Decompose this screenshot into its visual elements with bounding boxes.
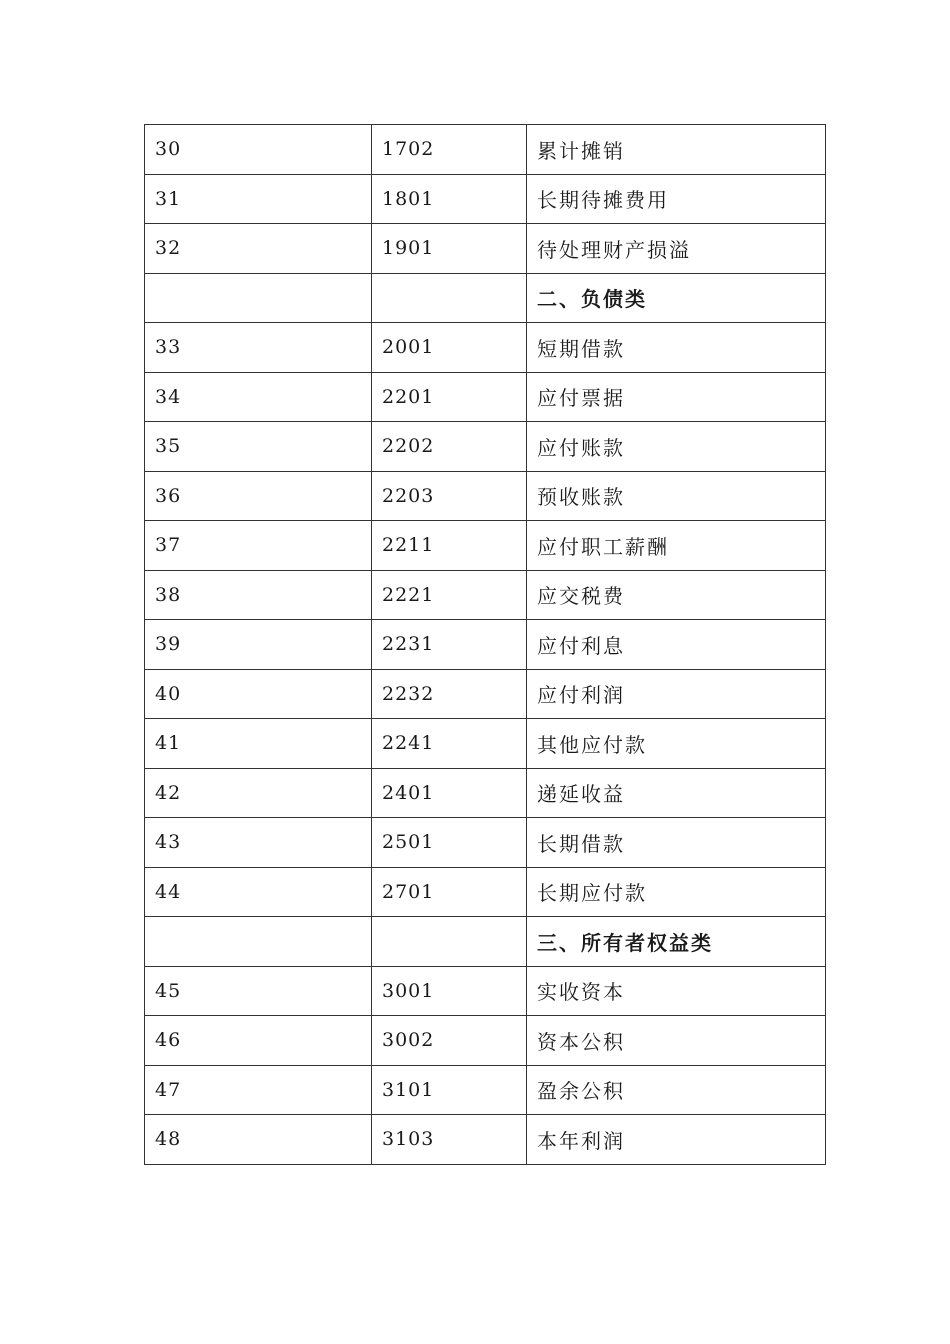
account-code-cell xyxy=(372,917,527,967)
account-code-cell: 3101 xyxy=(372,1065,527,1115)
sequence-number-cell: 47 xyxy=(145,1065,372,1115)
section-title-cell: 三、所有者权益类 xyxy=(527,917,826,967)
accounts-table xyxy=(144,124,826,1165)
account-name-cell: 应交税费 xyxy=(527,570,826,620)
table-row xyxy=(145,224,826,274)
account-name-cell: 盈余公积 xyxy=(527,1065,826,1115)
section-header-row xyxy=(145,917,826,967)
sequence-number-cell: 37 xyxy=(145,521,372,571)
table-row xyxy=(145,174,826,224)
account-code-cell: 2241 xyxy=(372,719,527,769)
account-code-cell: 2221 xyxy=(372,570,527,620)
sequence-number-cell: 31 xyxy=(145,174,372,224)
account-name-cell: 本年利润 xyxy=(527,1115,826,1165)
accounts-table-body xyxy=(145,125,826,1165)
account-name-cell: 应付票据 xyxy=(527,372,826,422)
section-title-cell: 二、负债类 xyxy=(527,273,826,323)
sequence-number-cell: 35 xyxy=(145,422,372,472)
sequence-number-cell: 46 xyxy=(145,1016,372,1066)
table-row xyxy=(145,768,826,818)
account-name-cell: 资本公积 xyxy=(527,1016,826,1066)
table-row xyxy=(145,125,826,175)
account-name-cell: 递延收益 xyxy=(527,768,826,818)
account-name-cell: 长期应付款 xyxy=(527,867,826,917)
sequence-number-cell: 33 xyxy=(145,323,372,373)
table-row xyxy=(145,818,826,868)
table-row xyxy=(145,570,826,620)
account-name-cell: 长期借款 xyxy=(527,818,826,868)
account-code-cell: 2001 xyxy=(372,323,527,373)
account-code-cell xyxy=(372,273,527,323)
table-row xyxy=(145,323,826,373)
table-row xyxy=(145,966,826,1016)
account-code-cell: 3103 xyxy=(372,1115,527,1165)
section-header-row xyxy=(145,273,826,323)
account-name-cell: 应付利润 xyxy=(527,669,826,719)
sequence-number-cell: 30 xyxy=(145,125,372,175)
account-code-cell: 2201 xyxy=(372,372,527,422)
sequence-number-cell: 38 xyxy=(145,570,372,620)
sequence-number-cell xyxy=(145,273,372,323)
table-row xyxy=(145,1016,826,1066)
account-code-cell: 1901 xyxy=(372,224,527,274)
account-name-cell: 应付利息 xyxy=(527,620,826,670)
account-code-cell: 3002 xyxy=(372,1016,527,1066)
sequence-number-cell: 40 xyxy=(145,669,372,719)
table-row xyxy=(145,719,826,769)
account-code-cell: 2401 xyxy=(372,768,527,818)
sequence-number-cell: 42 xyxy=(145,768,372,818)
table-row xyxy=(145,471,826,521)
account-code-cell: 2203 xyxy=(372,471,527,521)
account-code-cell: 2701 xyxy=(372,867,527,917)
account-code-cell: 2231 xyxy=(372,620,527,670)
table-row xyxy=(145,867,826,917)
account-code-cell: 2211 xyxy=(372,521,527,571)
table-row xyxy=(145,1065,826,1115)
table-row xyxy=(145,620,826,670)
account-name-cell: 预收账款 xyxy=(527,471,826,521)
account-code-cell: 2501 xyxy=(372,818,527,868)
account-name-cell: 短期借款 xyxy=(527,323,826,373)
table-row xyxy=(145,521,826,571)
account-name-cell: 长期待摊费用 xyxy=(527,174,826,224)
account-name-cell: 应付职工薪酬 xyxy=(527,521,826,571)
table-row xyxy=(145,1115,826,1165)
sequence-number-cell xyxy=(145,917,372,967)
sequence-number-cell: 34 xyxy=(145,372,372,422)
sequence-number-cell: 43 xyxy=(145,818,372,868)
table-row xyxy=(145,669,826,719)
account-name-cell: 应付账款 xyxy=(527,422,826,472)
account-code-cell: 1801 xyxy=(372,174,527,224)
account-name-cell: 累计摊销 xyxy=(527,125,826,175)
account-name-cell: 其他应付款 xyxy=(527,719,826,769)
account-name-cell: 实收资本 xyxy=(527,966,826,1016)
account-code-cell: 1702 xyxy=(372,125,527,175)
account-code-cell: 2202 xyxy=(372,422,527,472)
sequence-number-cell: 39 xyxy=(145,620,372,670)
account-name-cell: 待处理财产损溢 xyxy=(527,224,826,274)
sequence-number-cell: 48 xyxy=(145,1115,372,1165)
sequence-number-cell: 36 xyxy=(145,471,372,521)
table-row xyxy=(145,372,826,422)
sequence-number-cell: 45 xyxy=(145,966,372,1016)
account-code-cell: 2232 xyxy=(372,669,527,719)
account-code-cell: 3001 xyxy=(372,966,527,1016)
sequence-number-cell: 32 xyxy=(145,224,372,274)
table-row xyxy=(145,422,826,472)
sequence-number-cell: 44 xyxy=(145,867,372,917)
sequence-number-cell: 41 xyxy=(145,719,372,769)
